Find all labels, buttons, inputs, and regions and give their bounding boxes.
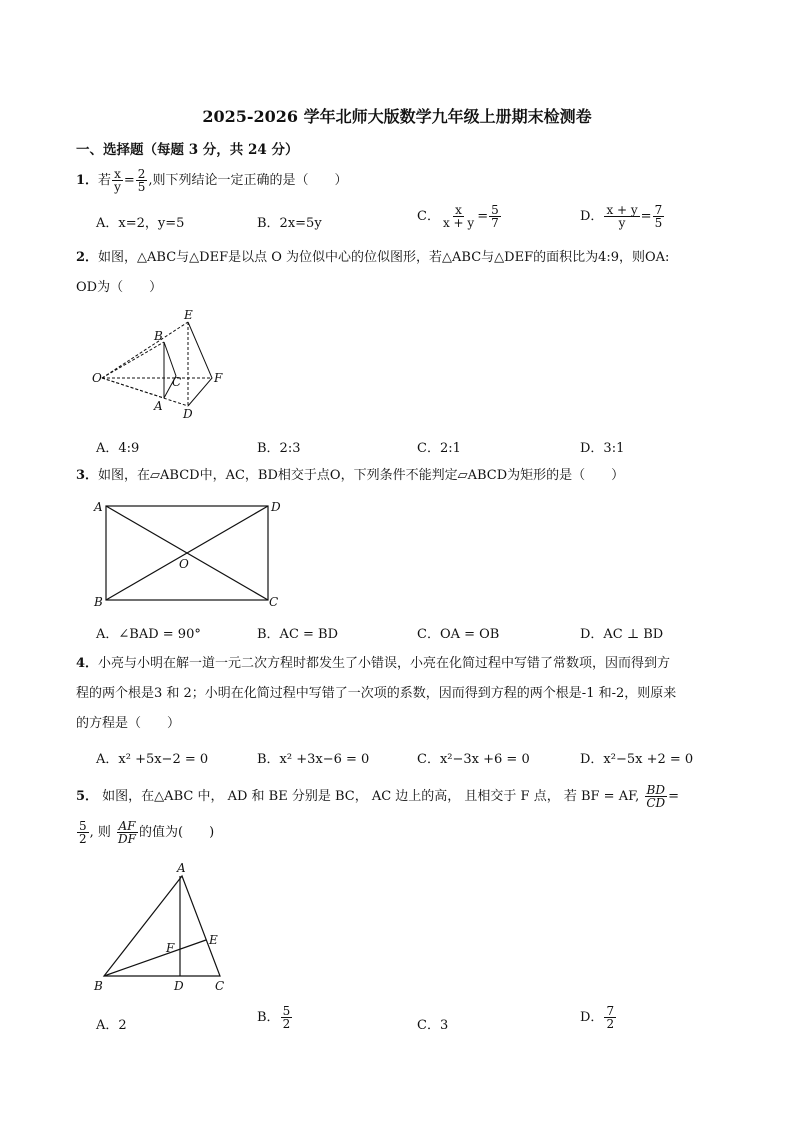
question-3-stem bbox=[76, 466, 624, 486]
q3-option-d: D．AC ⊥ BD bbox=[580, 627, 664, 642]
fraction bbox=[281, 1005, 293, 1030]
q5-text: 的值为( ) bbox=[139, 825, 215, 840]
q2-option-d: D．3:1 bbox=[580, 441, 625, 456]
q1-text: ,则下列结论一定正确的是（ ） bbox=[148, 173, 348, 188]
option-label: C． bbox=[417, 209, 440, 224]
denominator: 2 bbox=[606, 1017, 615, 1031]
q1-option-b: B．2x=5y bbox=[257, 216, 322, 231]
label-b: B bbox=[154, 329, 163, 343]
denominator: CD bbox=[646, 796, 666, 810]
question-4-stem bbox=[76, 654, 670, 674]
fraction bbox=[489, 204, 501, 229]
label-f: F bbox=[166, 941, 175, 955]
equals-sign: = bbox=[640, 209, 652, 224]
q3-figure bbox=[90, 496, 290, 612]
triangle-abc bbox=[104, 876, 220, 976]
fraction-bd-cd bbox=[644, 784, 667, 809]
q1-text: 若 bbox=[98, 173, 112, 188]
equals-sign: = bbox=[668, 789, 680, 804]
numerator: AF bbox=[118, 819, 136, 833]
label-b: B bbox=[94, 595, 103, 609]
label-d: D bbox=[271, 500, 281, 514]
triangle-abc-sides bbox=[164, 342, 176, 398]
numerator: 7 bbox=[606, 1004, 615, 1018]
q5-option-c: C．3 bbox=[417, 1018, 449, 1033]
question-2-stem bbox=[76, 248, 669, 268]
q2-option-a: A．4:9 bbox=[96, 441, 140, 456]
question-4-stem-cont: 程的两个根是3 和 2；小明在化简过程中写错了一次项的系数，因而得到方程的两个根是-1 和-2，则原来 bbox=[76, 686, 677, 701]
denominator: 7 bbox=[491, 216, 499, 230]
q1-option-a: A．x=2，y=5 bbox=[96, 216, 185, 231]
denominator: y bbox=[618, 216, 626, 230]
question-5-stem bbox=[76, 784, 679, 809]
q5-option-b bbox=[257, 1005, 293, 1030]
question-1-stem bbox=[76, 168, 348, 193]
label-c: C bbox=[172, 375, 182, 389]
question-number: 5． bbox=[76, 789, 99, 804]
label-a: A bbox=[154, 399, 163, 413]
denominator: 5 bbox=[137, 180, 146, 194]
q5-text: , 则 bbox=[89, 825, 116, 840]
q3-option-c: C．OA = OB bbox=[417, 627, 500, 642]
denominator: 2 bbox=[79, 832, 87, 846]
q4-option-d: D．x²−5x +2 = 0 bbox=[580, 752, 694, 767]
triangle-def-sides bbox=[188, 322, 212, 406]
q2-option-c: C．2:1 bbox=[417, 441, 461, 456]
numerator: 5 bbox=[491, 203, 499, 217]
q5-option-d bbox=[580, 1005, 617, 1030]
question-number: 2． bbox=[76, 250, 99, 265]
label-e: E bbox=[184, 308, 193, 322]
label-a: A bbox=[177, 861, 186, 875]
section-heading: 一、选择题（每题 3 分，共 24 分） bbox=[76, 142, 299, 158]
label-d: D bbox=[174, 979, 184, 993]
q5-text: 如图，在△ABC 中， AD 和 BE 分别是 BC， AC 边上的高， 且相交于 F 点， 若 BF = AF, bbox=[98, 789, 644, 804]
question-5-stem-cont bbox=[76, 820, 214, 845]
numerator: 2 bbox=[137, 167, 146, 181]
q5-figure bbox=[88, 858, 238, 996]
label-o: O bbox=[179, 557, 189, 571]
label-d: D bbox=[183, 407, 193, 421]
fraction bbox=[441, 204, 476, 229]
page-title: 2025-2026 学年北师大版数学九年级上册期末检测卷 bbox=[202, 107, 592, 126]
question-number: 4． bbox=[76, 656, 99, 671]
numerator: x + y bbox=[606, 203, 638, 217]
q4-option-a: A．x² +5x−2 = 0 bbox=[96, 752, 209, 767]
fraction-af-df bbox=[116, 820, 138, 845]
q3-option-b: B．AC = BD bbox=[257, 627, 339, 642]
q2-figure bbox=[88, 306, 228, 424]
numerator: 5 bbox=[282, 1004, 291, 1018]
q2-text: 如图，△ABC与△DEF是以点 O 为位似中心的位似图形，若△ABC与△DEF的面积比为4:9，则OA: bbox=[98, 250, 670, 265]
equals-sign: = bbox=[123, 173, 135, 188]
question-number: 1． bbox=[76, 173, 99, 188]
q1-option-d bbox=[580, 204, 665, 229]
altitude-be bbox=[104, 940, 206, 976]
numerator: x bbox=[114, 167, 121, 181]
numerator: 7 bbox=[654, 203, 663, 217]
numerator: 5 bbox=[79, 819, 87, 833]
label-f: F bbox=[214, 371, 223, 385]
q4-option-c: C．x²−3x +6 = 0 bbox=[417, 752, 530, 767]
denominator: y bbox=[114, 180, 121, 194]
question-2-stem-cont: OD为（ ） bbox=[76, 280, 163, 295]
fraction bbox=[604, 204, 639, 229]
q1-option-c bbox=[417, 204, 502, 229]
option-label: D． bbox=[580, 1010, 604, 1025]
fraction-2-over-5 bbox=[136, 168, 148, 193]
q4-option-b: B．x² +3x−6 = 0 bbox=[257, 752, 370, 767]
option-label: B． bbox=[257, 1010, 280, 1025]
label-e: E bbox=[209, 933, 218, 947]
fraction-x-over-y bbox=[112, 168, 123, 193]
numerator: BD bbox=[646, 783, 665, 797]
q4-text: 小亮与小明在解一道一元二次方程时都发生了小错误，小亮在化简过程中写错了常数项，因而得到方 bbox=[98, 656, 671, 671]
denominator: x + y bbox=[442, 216, 475, 230]
dashed-ob bbox=[102, 342, 164, 378]
question-number: 3． bbox=[76, 468, 99, 483]
numerator: x bbox=[455, 203, 462, 217]
fraction bbox=[653, 204, 665, 229]
label-c: C bbox=[215, 979, 225, 993]
q3-text: 如图，在▱ABCD中，AC，BD相交于点O，下列条件不能判定▱ABCD为矩形的是（ ） bbox=[98, 468, 625, 483]
question-4-stem-cont: 的方程是（ ） bbox=[76, 716, 181, 731]
denominator: 2 bbox=[282, 1017, 291, 1031]
label-a: A bbox=[94, 500, 103, 514]
option-label: D． bbox=[580, 209, 604, 224]
label-o: O bbox=[92, 371, 102, 385]
fraction-5-over-2 bbox=[77, 820, 89, 845]
fraction bbox=[604, 1005, 616, 1030]
q2-option-b: B．2:3 bbox=[257, 441, 301, 456]
denominator: 5 bbox=[654, 216, 663, 230]
q3-option-a: A．∠BAD = 90° bbox=[96, 627, 201, 642]
q5-option-a: A．2 bbox=[96, 1018, 127, 1033]
label-b: B bbox=[94, 979, 103, 993]
equals-sign: = bbox=[477, 209, 489, 224]
label-c: C bbox=[269, 595, 279, 609]
denominator: DF bbox=[118, 832, 136, 846]
dashed-oe bbox=[102, 322, 188, 378]
